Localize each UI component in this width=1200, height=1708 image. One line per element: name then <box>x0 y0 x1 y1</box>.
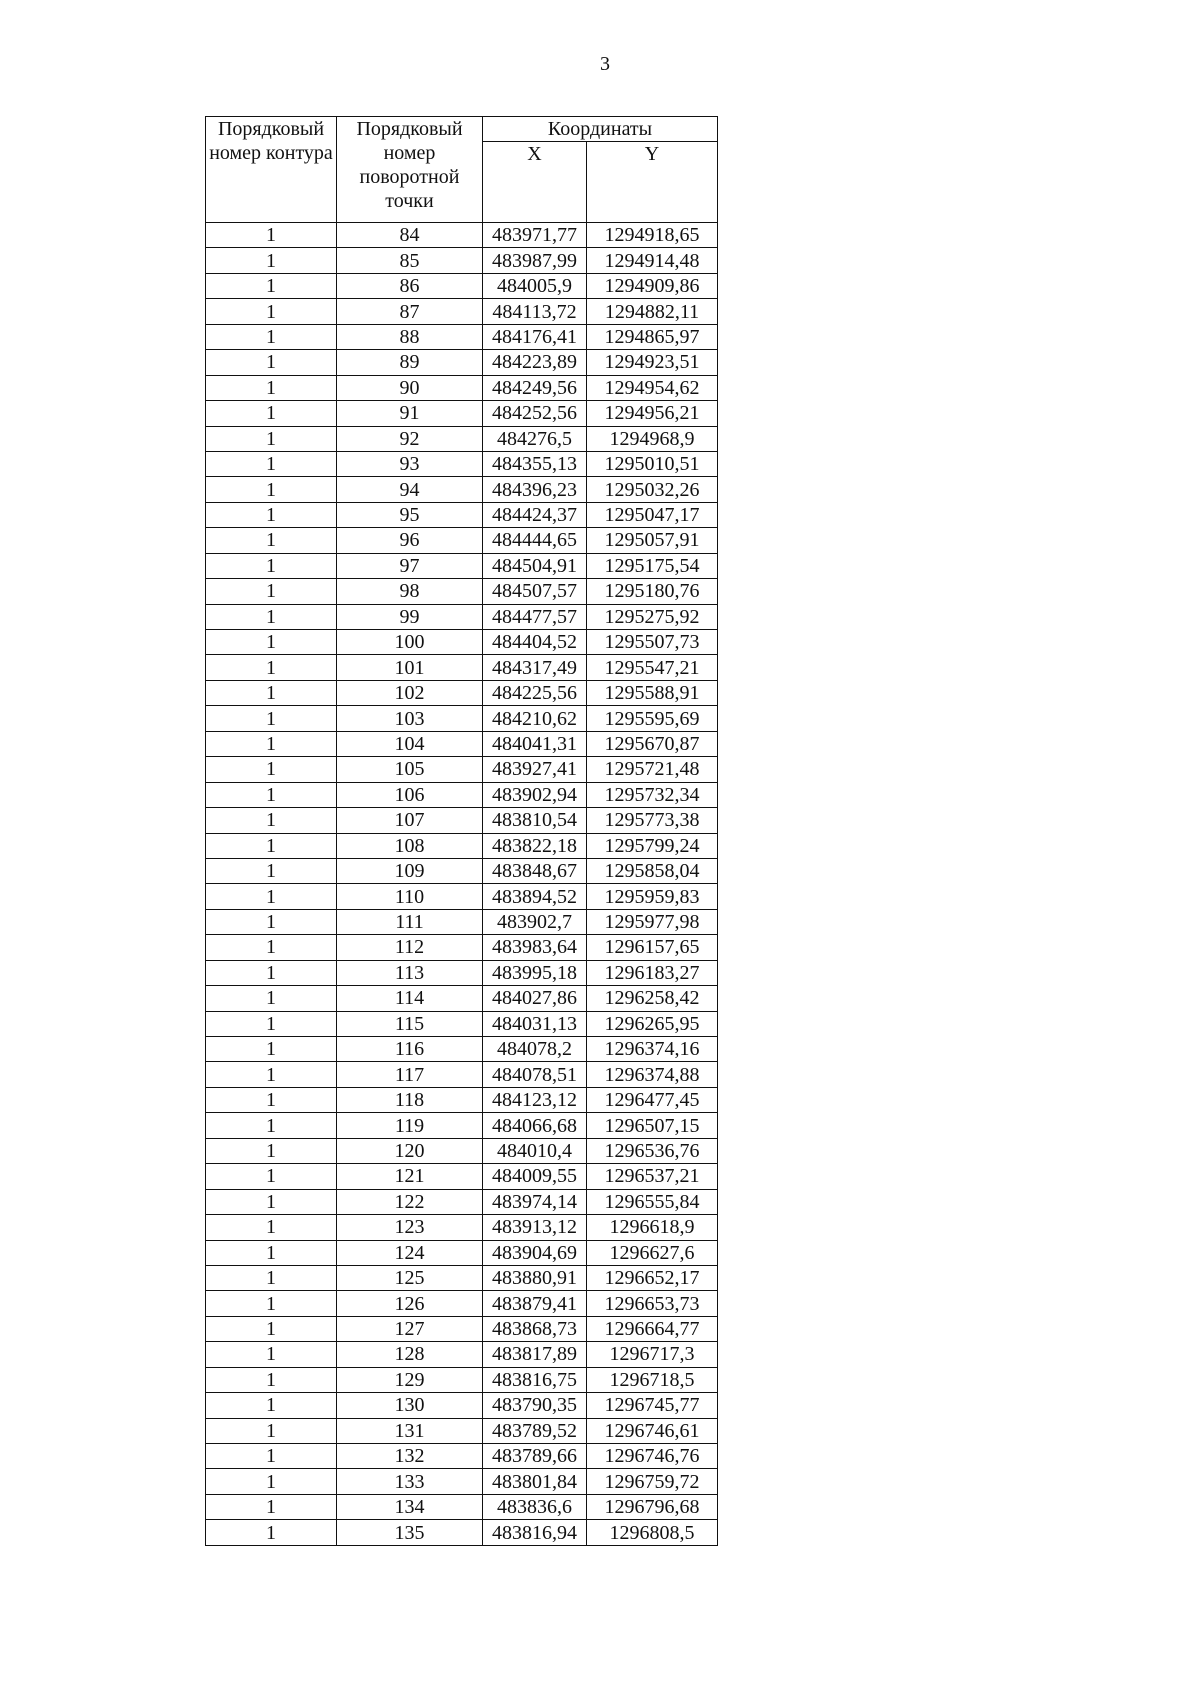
y-coordinate-cell: 1294882,11 <box>587 299 718 324</box>
point-number-cell: 86 <box>337 273 483 298</box>
table-row <box>206 1062 718 1087</box>
table-header <box>206 117 718 223</box>
table-row <box>206 1291 718 1316</box>
point-number-cell: 91 <box>337 401 483 426</box>
x-coordinate-cell: 483879,41 <box>483 1291 587 1316</box>
y-coordinate-cell: 1295773,38 <box>587 808 718 833</box>
table-row <box>206 782 718 807</box>
table-row <box>206 808 718 833</box>
contour-number-cell: 1 <box>206 604 337 629</box>
table-row <box>206 1316 718 1341</box>
x-coordinate-cell: 483983,64 <box>483 935 587 960</box>
contour-number-cell: 1 <box>206 579 337 604</box>
table-row <box>206 1342 718 1367</box>
x-coordinate-cell: 484113,72 <box>483 299 587 324</box>
y-coordinate-cell: 1296664,77 <box>587 1316 718 1341</box>
point-number-cell: 102 <box>337 680 483 705</box>
point-number-cell: 115 <box>337 1011 483 1036</box>
contour-number-cell: 1 <box>206 858 337 883</box>
contour-number-cell: 1 <box>206 935 337 960</box>
contour-number-cell: 1 <box>206 655 337 680</box>
header-x: X <box>483 142 587 223</box>
y-coordinate-cell: 1296183,27 <box>587 960 718 985</box>
contour-number-cell: 1 <box>206 350 337 375</box>
table-row <box>206 935 718 960</box>
y-coordinate-cell: 1294918,65 <box>587 223 718 248</box>
x-coordinate-cell: 484027,86 <box>483 986 587 1011</box>
x-coordinate-cell: 483836,6 <box>483 1494 587 1519</box>
table-row <box>206 1520 718 1545</box>
table-row <box>206 655 718 680</box>
x-coordinate-cell: 483927,41 <box>483 757 587 782</box>
y-coordinate-cell: 1295175,54 <box>587 553 718 578</box>
y-coordinate-cell: 1296808,5 <box>587 1520 718 1545</box>
table-row <box>206 502 718 527</box>
point-number-cell: 133 <box>337 1469 483 1494</box>
x-coordinate-cell: 483880,91 <box>483 1265 587 1290</box>
contour-number-cell: 1 <box>206 528 337 553</box>
table-row <box>206 1469 718 1494</box>
table-row <box>206 706 718 731</box>
y-coordinate-cell: 1295721,48 <box>587 757 718 782</box>
contour-number-cell: 1 <box>206 1164 337 1189</box>
x-coordinate-cell: 483971,77 <box>483 223 587 248</box>
contour-number-cell: 1 <box>206 553 337 578</box>
point-number-cell: 134 <box>337 1494 483 1519</box>
x-coordinate-cell: 484041,31 <box>483 731 587 756</box>
point-number-cell: 114 <box>337 986 483 1011</box>
y-coordinate-cell: 1296653,73 <box>587 1291 718 1316</box>
table-row <box>206 1164 718 1189</box>
point-number-cell: 104 <box>337 731 483 756</box>
table-row <box>206 1240 718 1265</box>
y-coordinate-cell: 1296537,21 <box>587 1164 718 1189</box>
y-coordinate-cell: 1296796,68 <box>587 1494 718 1519</box>
x-coordinate-cell: 484123,12 <box>483 1087 587 1112</box>
point-number-cell: 120 <box>337 1138 483 1163</box>
y-coordinate-cell: 1296477,45 <box>587 1087 718 1112</box>
point-number-cell: 135 <box>337 1520 483 1545</box>
y-coordinate-cell: 1295858,04 <box>587 858 718 883</box>
table-row <box>206 375 718 400</box>
contour-number-cell: 1 <box>206 248 337 273</box>
y-coordinate-cell: 1295799,24 <box>587 833 718 858</box>
table-row <box>206 273 718 298</box>
contour-number-cell: 1 <box>206 1087 337 1112</box>
x-coordinate-cell: 483822,18 <box>483 833 587 858</box>
table-row <box>206 757 718 782</box>
contour-number-cell: 1 <box>206 1037 337 1062</box>
point-number-cell: 99 <box>337 604 483 629</box>
contour-number-cell: 1 <box>206 502 337 527</box>
x-coordinate-cell: 484252,56 <box>483 401 587 426</box>
point-number-cell: 111 <box>337 909 483 934</box>
contour-number-cell: 1 <box>206 1062 337 1087</box>
point-number-cell: 98 <box>337 579 483 604</box>
contour-number-cell: 1 <box>206 1240 337 1265</box>
contour-number-cell: 1 <box>206 808 337 833</box>
contour-number-cell: 1 <box>206 426 337 451</box>
contour-number-cell: 1 <box>206 1520 337 1545</box>
point-number-cell: 128 <box>337 1342 483 1367</box>
point-number-cell: 106 <box>337 782 483 807</box>
contour-number-cell: 1 <box>206 1265 337 1290</box>
point-number-cell: 90 <box>337 375 483 400</box>
point-number-cell: 94 <box>337 477 483 502</box>
table-row <box>206 680 718 705</box>
y-coordinate-cell: 1295275,92 <box>587 604 718 629</box>
x-coordinate-cell: 484210,62 <box>483 706 587 731</box>
x-coordinate-cell: 484078,51 <box>483 1062 587 1087</box>
x-coordinate-cell: 483790,35 <box>483 1393 587 1418</box>
y-coordinate-cell: 1296555,84 <box>587 1189 718 1214</box>
table-row <box>206 1444 718 1469</box>
table-row <box>206 1037 718 1062</box>
y-coordinate-cell: 1294865,97 <box>587 324 718 349</box>
table-row <box>206 1367 718 1392</box>
contour-number-cell: 1 <box>206 731 337 756</box>
x-coordinate-cell: 484009,55 <box>483 1164 587 1189</box>
point-number-cell: 123 <box>337 1215 483 1240</box>
x-coordinate-cell: 483816,94 <box>483 1520 587 1545</box>
y-coordinate-cell: 1296536,76 <box>587 1138 718 1163</box>
x-coordinate-cell: 483894,52 <box>483 884 587 909</box>
point-number-cell: 124 <box>337 1240 483 1265</box>
x-coordinate-cell: 483902,7 <box>483 909 587 934</box>
y-coordinate-cell: 1295977,98 <box>587 909 718 934</box>
x-coordinate-cell: 484276,5 <box>483 426 587 451</box>
x-coordinate-cell: 484317,49 <box>483 655 587 680</box>
table-row <box>206 1265 718 1290</box>
contour-number-cell: 1 <box>206 1138 337 1163</box>
header-row-top <box>206 117 718 142</box>
y-coordinate-cell: 1296652,17 <box>587 1265 718 1290</box>
header-point-number: Порядковый номер поворотной точки <box>337 117 483 223</box>
point-number-cell: 109 <box>337 858 483 883</box>
contour-number-cell: 1 <box>206 324 337 349</box>
table-row <box>206 630 718 655</box>
y-coordinate-cell: 1295732,34 <box>587 782 718 807</box>
point-number-cell: 97 <box>337 553 483 578</box>
y-coordinate-cell: 1295670,87 <box>587 731 718 756</box>
contour-number-cell: 1 <box>206 986 337 1011</box>
x-coordinate-cell: 484477,57 <box>483 604 587 629</box>
point-number-cell: 100 <box>337 630 483 655</box>
y-coordinate-cell: 1296759,72 <box>587 1469 718 1494</box>
y-coordinate-cell: 1294914,48 <box>587 248 718 273</box>
contour-number-cell: 1 <box>206 451 337 476</box>
table-row <box>206 451 718 476</box>
contour-number-cell: 1 <box>206 1291 337 1316</box>
y-coordinate-cell: 1296374,16 <box>587 1037 718 1062</box>
y-coordinate-cell: 1294909,86 <box>587 273 718 298</box>
table-body <box>206 223 718 1546</box>
table-row <box>206 350 718 375</box>
table-row <box>206 324 718 349</box>
contour-number-cell: 1 <box>206 1011 337 1036</box>
header-y: Y <box>587 142 718 223</box>
table-row <box>206 858 718 883</box>
table-row <box>206 604 718 629</box>
page-number: 3 <box>600 53 610 75</box>
contour-number-cell: 1 <box>206 757 337 782</box>
x-coordinate-cell: 483974,14 <box>483 1189 587 1214</box>
point-number-cell: 110 <box>337 884 483 909</box>
contour-number-cell: 1 <box>206 1113 337 1138</box>
x-coordinate-cell: 483902,94 <box>483 782 587 807</box>
x-coordinate-cell: 483987,99 <box>483 248 587 273</box>
y-coordinate-cell: 1295588,91 <box>587 680 718 705</box>
point-number-cell: 85 <box>337 248 483 273</box>
y-coordinate-cell: 1295057,91 <box>587 528 718 553</box>
point-number-cell: 118 <box>337 1087 483 1112</box>
point-number-cell: 132 <box>337 1444 483 1469</box>
x-coordinate-cell: 484396,23 <box>483 477 587 502</box>
x-coordinate-cell: 484010,4 <box>483 1138 587 1163</box>
point-number-cell: 105 <box>337 757 483 782</box>
contour-number-cell: 1 <box>206 223 337 248</box>
y-coordinate-cell: 1296265,95 <box>587 1011 718 1036</box>
y-coordinate-cell: 1295547,21 <box>587 655 718 680</box>
table-row <box>206 1215 718 1240</box>
header-coordinates: Координаты <box>483 117 718 142</box>
x-coordinate-cell: 483868,73 <box>483 1316 587 1341</box>
contour-number-cell: 1 <box>206 1367 337 1392</box>
point-number-cell: 117 <box>337 1062 483 1087</box>
point-number-cell: 122 <box>337 1189 483 1214</box>
point-number-cell: 108 <box>337 833 483 858</box>
x-coordinate-cell: 483904,69 <box>483 1240 587 1265</box>
y-coordinate-cell: 1296746,61 <box>587 1418 718 1443</box>
y-coordinate-cell: 1295010,51 <box>587 451 718 476</box>
contour-number-cell: 1 <box>206 1316 337 1341</box>
contour-number-cell: 1 <box>206 1494 337 1519</box>
point-number-cell: 101 <box>337 655 483 680</box>
table-row <box>206 909 718 934</box>
y-coordinate-cell: 1296717,3 <box>587 1342 718 1367</box>
x-coordinate-cell: 484078,2 <box>483 1037 587 1062</box>
x-coordinate-cell: 483848,67 <box>483 858 587 883</box>
x-coordinate-cell: 483817,89 <box>483 1342 587 1367</box>
contour-number-cell: 1 <box>206 1418 337 1443</box>
x-coordinate-cell: 484355,13 <box>483 451 587 476</box>
y-coordinate-cell: 1296258,42 <box>587 986 718 1011</box>
point-number-cell: 93 <box>337 451 483 476</box>
contour-number-cell: 1 <box>206 833 337 858</box>
y-coordinate-cell: 1296718,5 <box>587 1367 718 1392</box>
y-coordinate-cell: 1294956,21 <box>587 401 718 426</box>
y-coordinate-cell: 1296627,6 <box>587 1240 718 1265</box>
table-row <box>206 884 718 909</box>
x-coordinate-cell: 483789,66 <box>483 1444 587 1469</box>
x-coordinate-cell: 484404,52 <box>483 630 587 655</box>
x-coordinate-cell: 483789,52 <box>483 1418 587 1443</box>
contour-number-cell: 1 <box>206 273 337 298</box>
contour-number-cell: 1 <box>206 630 337 655</box>
contour-number-cell: 1 <box>206 1215 337 1240</box>
table-row <box>206 1494 718 1519</box>
x-coordinate-cell: 484424,37 <box>483 502 587 527</box>
x-coordinate-cell: 484005,9 <box>483 273 587 298</box>
table-row <box>206 528 718 553</box>
x-coordinate-cell: 484066,68 <box>483 1113 587 1138</box>
y-coordinate-cell: 1295180,76 <box>587 579 718 604</box>
x-coordinate-cell: 483816,75 <box>483 1367 587 1392</box>
y-coordinate-cell: 1295047,17 <box>587 502 718 527</box>
table-row <box>206 1189 718 1214</box>
table-row <box>206 553 718 578</box>
x-coordinate-cell: 483913,12 <box>483 1215 587 1240</box>
contour-number-cell: 1 <box>206 960 337 985</box>
table-row <box>206 223 718 248</box>
point-number-cell: 121 <box>337 1164 483 1189</box>
table-row <box>206 1113 718 1138</box>
contour-number-cell: 1 <box>206 782 337 807</box>
table-row <box>206 731 718 756</box>
point-number-cell: 107 <box>337 808 483 833</box>
point-number-cell: 112 <box>337 935 483 960</box>
x-coordinate-cell: 484225,56 <box>483 680 587 705</box>
y-coordinate-cell: 1296618,9 <box>587 1215 718 1240</box>
x-coordinate-cell: 484444,65 <box>483 528 587 553</box>
y-coordinate-cell: 1296746,76 <box>587 1444 718 1469</box>
point-number-cell: 87 <box>337 299 483 324</box>
point-number-cell: 95 <box>337 502 483 527</box>
table-row <box>206 477 718 502</box>
point-number-cell: 89 <box>337 350 483 375</box>
x-coordinate-cell: 484249,56 <box>483 375 587 400</box>
contour-number-cell: 1 <box>206 477 337 502</box>
y-coordinate-cell: 1295507,73 <box>587 630 718 655</box>
point-number-cell: 113 <box>337 960 483 985</box>
contour-number-cell: 1 <box>206 884 337 909</box>
table-row <box>206 401 718 426</box>
x-coordinate-cell: 483810,54 <box>483 808 587 833</box>
contour-number-cell: 1 <box>206 299 337 324</box>
y-coordinate-cell: 1296374,88 <box>587 1062 718 1087</box>
point-number-cell: 84 <box>337 223 483 248</box>
y-coordinate-cell: 1295032,26 <box>587 477 718 502</box>
point-number-cell: 130 <box>337 1393 483 1418</box>
table-row <box>206 579 718 604</box>
table-row <box>206 248 718 273</box>
table-row <box>206 833 718 858</box>
contour-number-cell: 1 <box>206 375 337 400</box>
y-coordinate-cell: 1296507,15 <box>587 1113 718 1138</box>
table-row <box>206 1393 718 1418</box>
y-coordinate-cell: 1294968,9 <box>587 426 718 451</box>
table-row <box>206 1087 718 1112</box>
table-row <box>206 1138 718 1163</box>
point-number-cell: 116 <box>337 1037 483 1062</box>
point-number-cell: 127 <box>337 1316 483 1341</box>
header-contour-number: Порядковый номер контура <box>206 117 337 223</box>
table-row <box>206 426 718 451</box>
contour-number-cell: 1 <box>206 706 337 731</box>
table-row <box>206 1418 718 1443</box>
contour-number-cell: 1 <box>206 1469 337 1494</box>
contour-number-cell: 1 <box>206 909 337 934</box>
y-coordinate-cell: 1295595,69 <box>587 706 718 731</box>
table-row <box>206 986 718 1011</box>
point-number-cell: 125 <box>337 1265 483 1290</box>
x-coordinate-cell: 484176,41 <box>483 324 587 349</box>
y-coordinate-cell: 1296157,65 <box>587 935 718 960</box>
point-number-cell: 129 <box>337 1367 483 1392</box>
point-number-cell: 88 <box>337 324 483 349</box>
y-coordinate-cell: 1294954,62 <box>587 375 718 400</box>
y-coordinate-cell: 1294923,51 <box>587 350 718 375</box>
coordinates-table <box>205 116 718 1546</box>
x-coordinate-cell: 484223,89 <box>483 350 587 375</box>
x-coordinate-cell: 483801,84 <box>483 1469 587 1494</box>
contour-number-cell: 1 <box>206 1342 337 1367</box>
table-row <box>206 960 718 985</box>
contour-number-cell: 1 <box>206 401 337 426</box>
table-row <box>206 299 718 324</box>
x-coordinate-cell: 484507,57 <box>483 579 587 604</box>
x-coordinate-cell: 483995,18 <box>483 960 587 985</box>
point-number-cell: 131 <box>337 1418 483 1443</box>
contour-number-cell: 1 <box>206 1444 337 1469</box>
y-coordinate-cell: 1295959,83 <box>587 884 718 909</box>
point-number-cell: 103 <box>337 706 483 731</box>
table-row <box>206 1011 718 1036</box>
point-number-cell: 119 <box>337 1113 483 1138</box>
point-number-cell: 96 <box>337 528 483 553</box>
point-number-cell: 92 <box>337 426 483 451</box>
y-coordinate-cell: 1296745,77 <box>587 1393 718 1418</box>
x-coordinate-cell: 484504,91 <box>483 553 587 578</box>
contour-number-cell: 1 <box>206 1393 337 1418</box>
contour-number-cell: 1 <box>206 680 337 705</box>
contour-number-cell: 1 <box>206 1189 337 1214</box>
point-number-cell: 126 <box>337 1291 483 1316</box>
x-coordinate-cell: 484031,13 <box>483 1011 587 1036</box>
